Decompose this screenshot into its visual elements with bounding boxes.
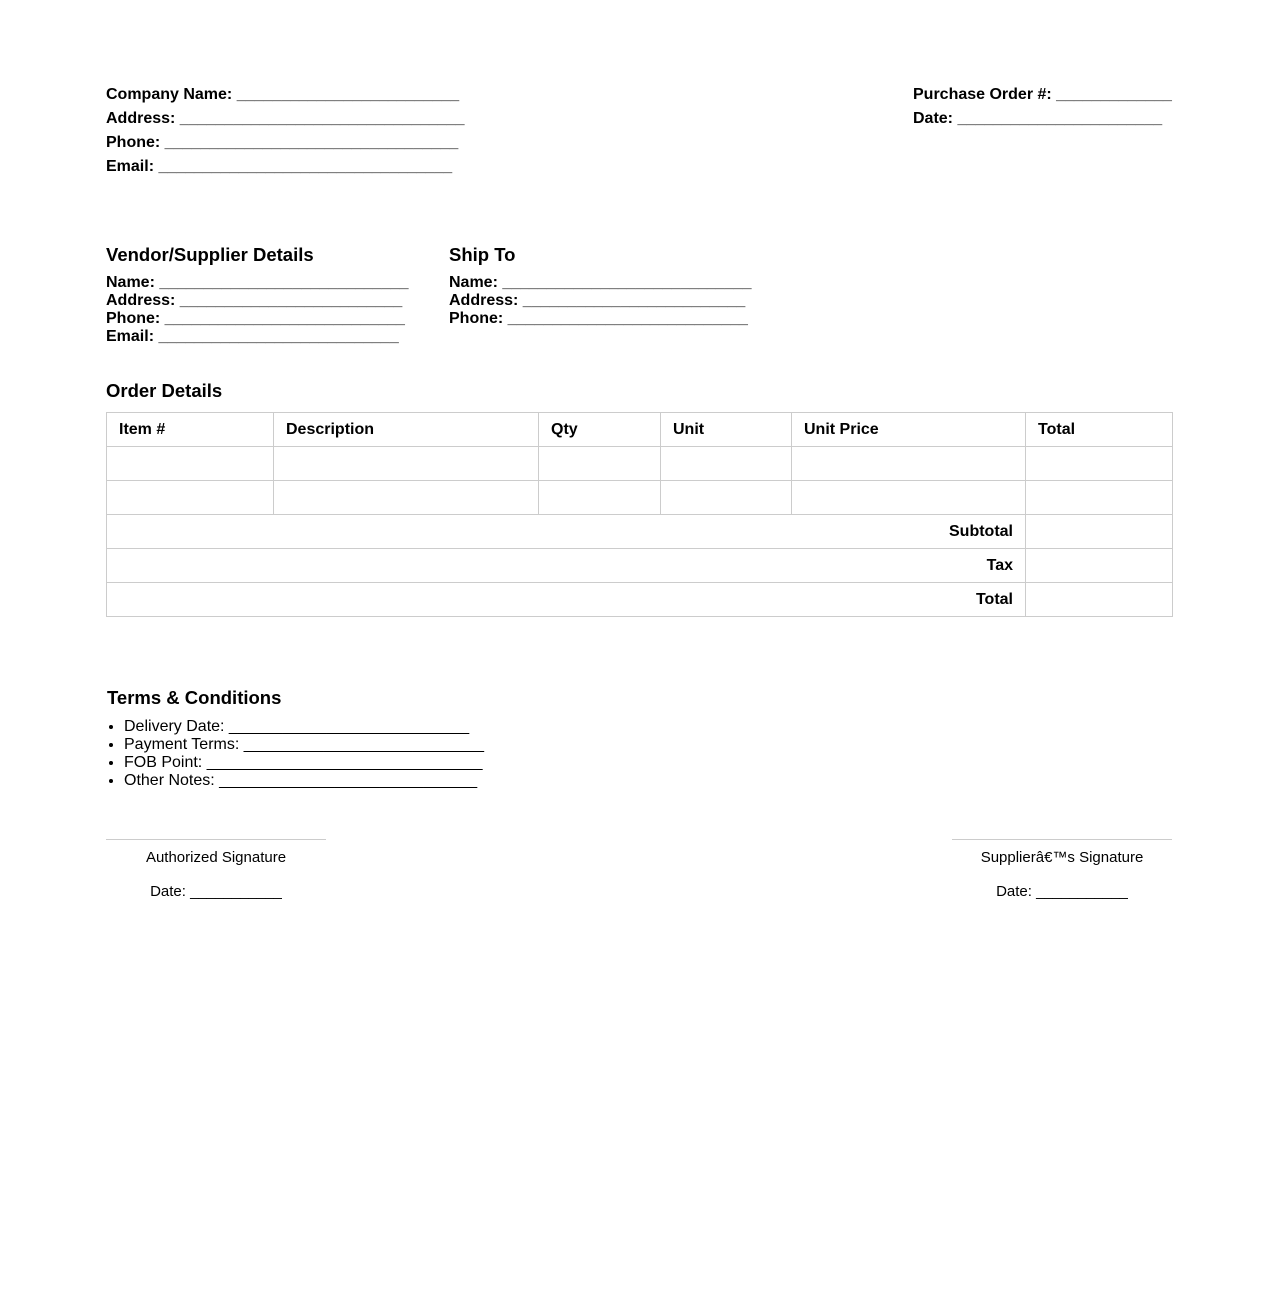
- table-row: [107, 447, 1173, 481]
- term-label: Delivery Date:: [124, 718, 225, 735]
- tax-label: Tax: [107, 549, 1026, 583]
- purchase-order-block: [913, 83, 1172, 131]
- authorized-signature-date[interactable]: Date: ___________: [150, 883, 282, 900]
- ship-to-phone-field[interactable]: [449, 310, 752, 328]
- company-name-blank[interactable]: _________________________: [232, 86, 460, 103]
- vendor-phone-field[interactable]: [106, 310, 409, 328]
- ship-to-phone-label: Phone:: [449, 310, 504, 327]
- company-address-label: Address:: [106, 110, 176, 127]
- company-email-blank[interactable]: _________________________________: [154, 158, 453, 175]
- order-table: [106, 412, 1173, 617]
- grand-total-label: Total: [107, 583, 1026, 617]
- authorized-signature-block[interactable]: [106, 839, 326, 901]
- cell-description[interactable]: [274, 481, 539, 515]
- cell-unit-price[interactable]: [792, 447, 1026, 481]
- tax-row: [107, 549, 1173, 583]
- column-header-item-number: Item #: [107, 413, 274, 447]
- column-header-total: Total: [1026, 413, 1173, 447]
- vendor-phone-blank[interactable]: ___________________________: [160, 310, 405, 327]
- company-info-block: [106, 83, 465, 179]
- company-address-blank[interactable]: ________________________________: [175, 110, 465, 127]
- term-blank[interactable]: ___________________________: [224, 718, 470, 735]
- ship-to-name-blank[interactable]: ____________________________: [497, 274, 752, 291]
- term-label: FOB Point:: [124, 754, 203, 771]
- ship-to-address-label: Address:: [449, 292, 519, 309]
- ship-to-name-field[interactable]: [449, 274, 752, 292]
- grand-total-row: [107, 583, 1173, 617]
- po-date-label: Date:: [913, 110, 954, 127]
- subtotal-value[interactable]: [1026, 515, 1173, 549]
- terms-list: [106, 718, 484, 790]
- vendor-name-label: Name:: [106, 274, 155, 291]
- grand-total-value[interactable]: [1026, 583, 1173, 617]
- cell-description[interactable]: [274, 447, 539, 481]
- term-other-notes[interactable]: [124, 772, 484, 790]
- company-email-field[interactable]: [106, 155, 465, 179]
- cell-item-number[interactable]: [107, 481, 274, 515]
- vendor-email-blank[interactable]: ___________________________: [154, 328, 399, 345]
- vendor-email-field[interactable]: [106, 328, 409, 346]
- ship-to-address-field[interactable]: [449, 292, 752, 310]
- company-name-field[interactable]: [106, 83, 465, 107]
- ship-to-phone-blank[interactable]: ___________________________: [503, 310, 748, 327]
- po-date-blank[interactable]: _______________________: [953, 110, 1163, 127]
- po-number-label: Purchase Order #:: [913, 86, 1052, 103]
- cell-qty[interactable]: [539, 481, 661, 515]
- column-header-description: Description: [274, 413, 539, 447]
- ship-to-title: Ship To: [449, 244, 516, 265]
- table-header-row: [107, 413, 1173, 447]
- term-blank[interactable]: _____________________________: [214, 772, 478, 789]
- column-header-unit-price: Unit Price: [792, 413, 1026, 447]
- vendor-address-blank[interactable]: _________________________: [175, 292, 403, 309]
- subtotal-label: Subtotal: [107, 515, 1026, 549]
- term-label: Payment Terms:: [124, 736, 240, 753]
- ship-to-address-blank[interactable]: _________________________: [518, 292, 746, 309]
- cell-total[interactable]: [1026, 447, 1173, 481]
- column-header-unit: Unit: [661, 413, 792, 447]
- vendor-address-field[interactable]: [106, 292, 409, 310]
- company-name-label: Company Name:: [106, 86, 233, 103]
- vendor-details-section: [106, 244, 409, 346]
- authorized-signature-label: Authorized Signature: [145, 849, 287, 866]
- vendor-section-title: Vendor/Supplier Details: [106, 244, 314, 265]
- table-row: [107, 481, 1173, 515]
- cell-unit[interactable]: [661, 447, 792, 481]
- term-delivery-date[interactable]: [124, 718, 484, 736]
- column-header-qty: Qty: [539, 413, 661, 447]
- terms-title: Terms & Conditions: [107, 687, 282, 708]
- term-fob-point[interactable]: [124, 754, 484, 772]
- term-blank[interactable]: ___________________________: [239, 736, 484, 753]
- vendor-email-label: Email:: [106, 328, 155, 345]
- order-details-title: Order Details: [106, 380, 223, 401]
- ship-to-name-label: Name:: [449, 274, 498, 291]
- supplier-signature-date[interactable]: Date: ___________: [996, 883, 1128, 900]
- vendor-name-field[interactable]: [106, 274, 409, 292]
- company-email-label: Email:: [106, 158, 155, 175]
- cell-unit[interactable]: [661, 481, 792, 515]
- vendor-name-blank[interactable]: ____________________________: [154, 274, 409, 291]
- company-address-field[interactable]: [106, 107, 465, 131]
- po-number-field[interactable]: [913, 83, 1172, 107]
- supplier-signature-block[interactable]: [952, 839, 1172, 901]
- company-phone-field[interactable]: [106, 131, 465, 155]
- company-phone-label: Phone:: [106, 134, 161, 151]
- supplier-signature-label: Supplierâ€™s Signature: [980, 849, 1144, 866]
- ship-to-section: [449, 244, 752, 328]
- term-payment-terms[interactable]: [124, 736, 484, 754]
- cell-qty[interactable]: [539, 447, 661, 481]
- term-label: Other Notes:: [124, 772, 215, 789]
- vendor-phone-label: Phone:: [106, 310, 161, 327]
- subtotal-row: [107, 515, 1173, 549]
- cell-total[interactable]: [1026, 481, 1173, 515]
- po-number-blank[interactable]: _____________: [1051, 86, 1172, 103]
- cell-item-number[interactable]: [107, 447, 274, 481]
- term-blank[interactable]: _______________________________: [202, 754, 483, 771]
- tax-value[interactable]: [1026, 549, 1173, 583]
- po-date-field[interactable]: [913, 107, 1172, 131]
- cell-unit-price[interactable]: [792, 481, 1026, 515]
- vendor-address-label: Address:: [106, 292, 176, 309]
- company-phone-blank[interactable]: _________________________________: [160, 134, 459, 151]
